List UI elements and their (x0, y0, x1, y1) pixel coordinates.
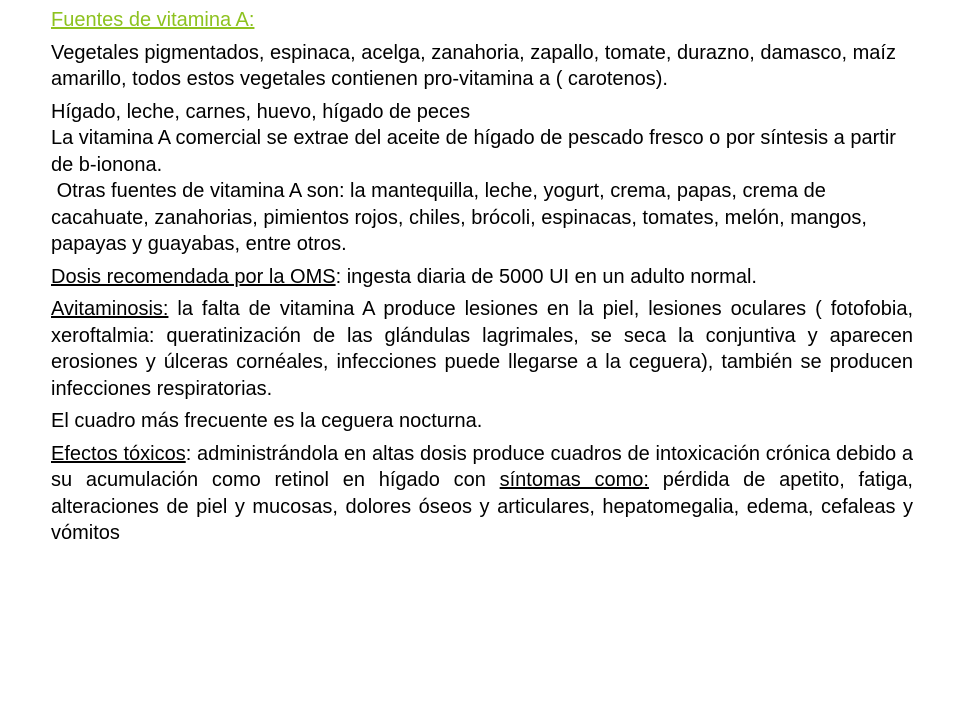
symptoms-label: síntomas como: (499, 469, 649, 491)
avitaminosis-text: la falta de vitamina A produce lesiones en la piel, lesiones oculares ( fotofobia, xeroftalmia: queratinización de las glándulas lagrimales, se seca la conjuntiva y aparecen erosiones y úlceras cornéales, infecciones puede llegarse a la ceguera), también se producen infecciones respiratorias. (51, 298, 913, 400)
toxic-effects-paragraph (51, 441, 913, 547)
other-sources-line: Otras fuentes de vitamina A son: la mantequilla, leche, yogurt, crema, papas, crema de cacahuate, zanahorias, pimientos rojos, chiles, brócoli, espinacas, tomates, melón, mangos, papayas y guayabas, entre otros. (51, 180, 873, 255)
toxic-effects-label: Efectos tóxicos (51, 442, 186, 465)
night-blindness-paragraph: El cuadro más frecuente es la ceguera nocturna. (51, 410, 483, 432)
commercial-source-line: La vitamina A comercial se extrae del aceite de hígado de pescado fresco o por síntesis a partir de b-ionona. (51, 127, 896, 176)
dose-text: : ingesta diaria de 5000 UI en un adulto normal. (335, 265, 757, 288)
sources-heading[interactable]: Fuentes de vitamina A: (51, 9, 255, 31)
avitaminosis-label: Avitaminosis: (51, 298, 169, 320)
animal-sources-line: Hígado, leche, carnes, huevo, hígado de peces (51, 100, 471, 123)
toxic-effects-text: : administrándola en altas dosis produce cuadros de intoxicación crónica debido a su acumulación como retinol en hígado con (51, 442, 913, 491)
heading-paragraph (51, 7, 913, 34)
slide-content (51, 7, 913, 553)
avitaminosis-paragraph (51, 296, 913, 402)
dose-label: Dosis recomendada por la OMS (51, 265, 336, 288)
dose-paragraph (51, 264, 913, 291)
vegetables-paragraph: Vegetales pigmentados, espinaca, acelga, zanahoria, zapallo, tomate, durazno, damasco, maíz amarillo, todos estos vegetales contienen pro-vitamina a ( carotenos). (51, 41, 896, 90)
symptoms-list: pérdida de apetito, fatiga, alteraciones de piel y mucosas, dolores óseos y articulares, hepatomegalia, edema, cefaleas y vómitos (51, 469, 913, 544)
animal-sources-paragraph (51, 99, 913, 258)
